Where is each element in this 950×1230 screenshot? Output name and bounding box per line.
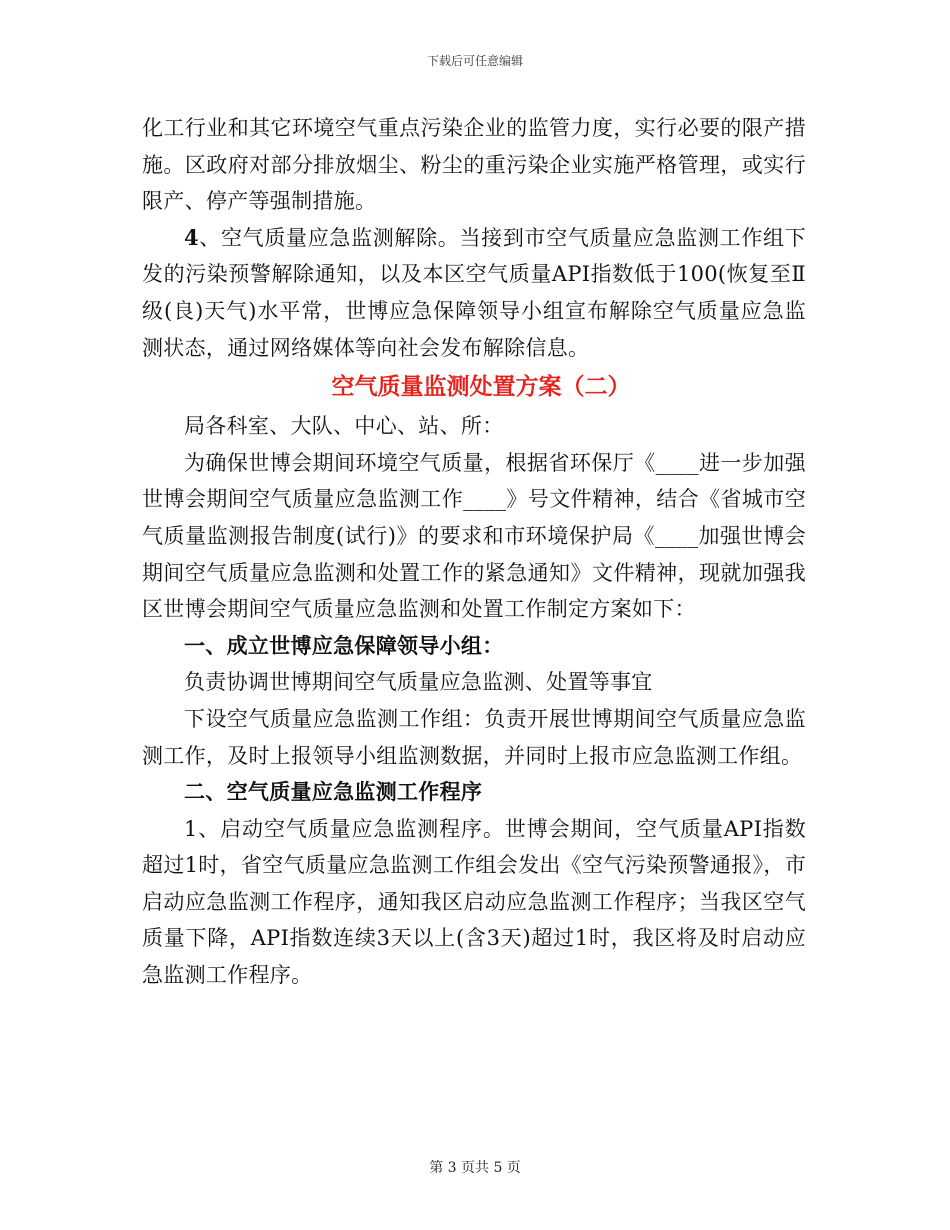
page-header: 下载后可任意编辑	[426, 54, 523, 68]
paragraph-working-group: 下设空气质量应急监测工作组：负责开展世博期间空气质量应急监测工作，及时上报领导小组监测数据，并同时上报市应急监测工作组。	[142, 706, 806, 768]
paragraph-continuation: 化工行业和其它环境空气重点污染企业的监管力度，实行必要的限产措施。区政府对部分排放烟尘、粉尘的重污染企业实施严格管理，或实行限产、停产等强制措施。	[142, 116, 806, 214]
item-text: 、空气质量应急监测解除。当接到市空气质量应急监测工作组下发的污染预警解除通知，以及本区空气质量API指数低于100(恢复至Ⅱ级(良)天气)水平常，世博应急保障领导小组宣布解除空气质量应急监测状态，通过网络媒体等向社会发布解除信息。	[142, 225, 806, 360]
paragraph-procedure-1: 1、启动空气质量应急监测程序。世博会期间，空气质量API指数超过1时，省空气质量应急监测工作组会发出《空气污染预警通报》，市启动应急监测工作程序，通知我区启动应急监测工作程序；当我区空气质量下降，API指数连续3天以上(含3天)超过1时，我区将及时启动应急监测工作程序。	[142, 816, 806, 988]
item-number: 4	[184, 224, 199, 250]
page-footer: 第 3 页共 5 页	[429, 1160, 521, 1176]
paragraph-item-4	[142, 220, 806, 366]
paragraph-purpose: 为确保世博会期间环境空气质量，根据省环保厅《____进一步加强世博会期间空气质量应急监测工作____》号文件精神，结合《省城市空气质量监测报告制度(试行)》的要求和市环境保护局《____加强世博会期间空气质量应急监测和处置工作的紧急通知》文件精神，现就加强我区世博会期间空气质量应急监测和处置工作制定方案如下：	[142, 450, 806, 622]
salutation: 局各科室、大队、中心、站、所：	[184, 414, 504, 439]
heading-leading-group: 一、成立世博应急保障领导小组：	[184, 632, 504, 658]
section-title: 空气质量监测处置方案（二）	[331, 373, 631, 401]
document-body	[142, 110, 806, 994]
heading-procedure: 二、空气质量应急监测工作程序	[184, 779, 483, 805]
paragraph-coordination: 负责协调世博期间空气质量应急监测、处置等事宜	[184, 670, 653, 695]
